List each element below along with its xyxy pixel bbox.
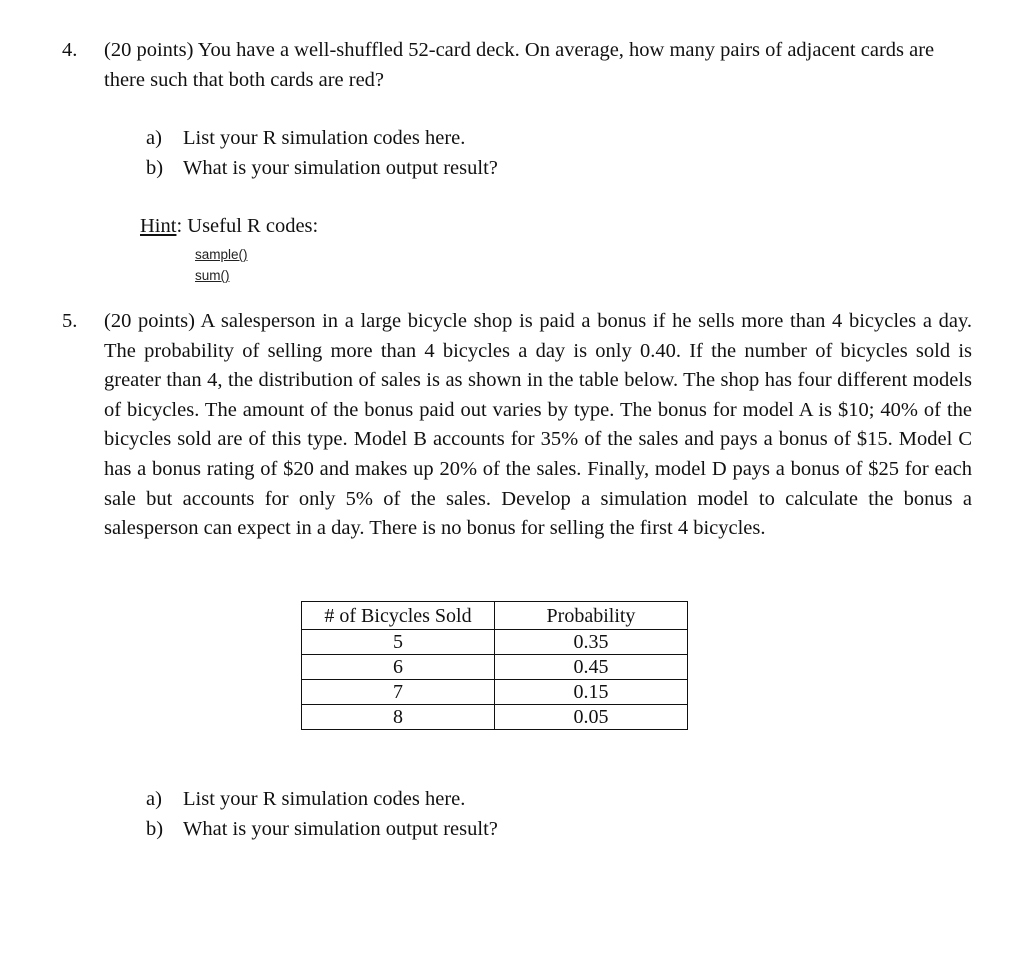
- table-cell: 6: [302, 655, 495, 680]
- question-5-part-b: [146, 814, 498, 844]
- part-text: List your R simulation codes here.: [183, 788, 466, 810]
- bicycle-sales-table: [301, 601, 688, 730]
- table-header-cell: # of Bicycles Sold: [302, 602, 495, 630]
- question-5-text: (20 points) A salesperson in a large bicycle shop is paid a bonus if he sells more than 4 bicycles a day. The probability of selling more than 4 bicycles a day is only 0.40. If the number of bicycles sold is greater than 4, the distribution of sales is as shown in the table below. The shop has four different models of bicycles. The amount of the bonus paid out varies by type. The bonus for model A is $10; 40% of the bicycles sold are of this type. Model B accounts for 35% of the sales and pays a bonus of $15. Model C has a bonus rating of $20 and makes up 20% of the sales. Finally, model D pays a bonus of $25 for each sale but accounts for only 5% of the sales. Develop a simulation model to calculate the bonus a salesperson can expect in a day. There is no bonus for selling the first 4 bicycles.: [104, 310, 972, 540]
- table-row: [302, 680, 688, 705]
- table-row: [302, 705, 688, 730]
- question-5-part-a: [146, 784, 498, 814]
- table-cell: 0.15: [495, 680, 688, 705]
- part-text: List your R simulation codes here.: [183, 127, 466, 149]
- question-5-parts: [146, 784, 498, 844]
- table-cell: 0.45: [495, 655, 688, 680]
- table-cell: 7: [302, 680, 495, 705]
- code-sample: sample(): [195, 247, 248, 262]
- question-4-text: (20 points) You have a well-shuffled 52-card deck. On average, how many pairs of adjacent cards are there such that both cards are red?: [104, 39, 935, 91]
- hint-text: : Useful R codes:: [176, 215, 319, 237]
- table-cell: 0.05: [495, 705, 688, 730]
- question-5-number: 5.: [62, 310, 78, 332]
- hint: [140, 212, 318, 240]
- hint-label: Hint: [140, 215, 177, 237]
- table-header-cell: Probability: [495, 602, 688, 630]
- table-header-row: [302, 602, 688, 630]
- table-cell: 5: [302, 630, 495, 655]
- table-row: [302, 655, 688, 680]
- question-4-part-b: [146, 153, 498, 183]
- table-cell: 8: [302, 705, 495, 730]
- question-4-number: 4.: [62, 39, 78, 61]
- part-label: a): [146, 788, 162, 810]
- code-sum: sum(): [195, 268, 230, 283]
- part-label: b): [146, 818, 164, 840]
- question-5: [62, 307, 972, 544]
- table-cell: 0.35: [495, 630, 688, 655]
- part-text: What is your simulation output result?: [183, 157, 498, 179]
- part-label: b): [146, 157, 164, 179]
- question-4-part-a: [146, 123, 498, 153]
- part-text: What is your simulation output result?: [183, 818, 498, 840]
- table-row: [302, 630, 688, 655]
- question-4-parts: [146, 123, 498, 183]
- question-4: [62, 36, 972, 95]
- part-label: a): [146, 127, 162, 149]
- hint-code-list: [195, 244, 248, 286]
